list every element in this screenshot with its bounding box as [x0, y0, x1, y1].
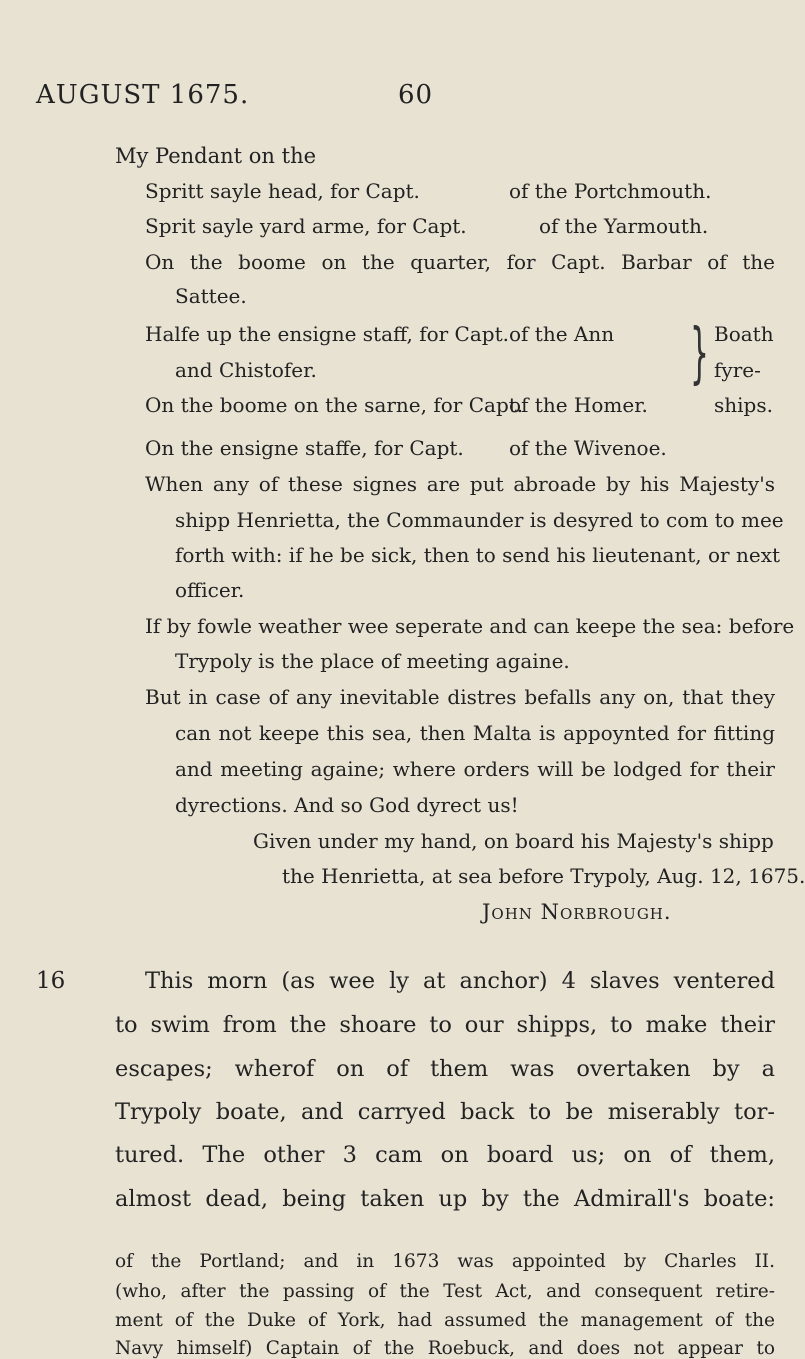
- footnote-line: ment of the Duke of York, had assumed the management of the: [115, 1310, 775, 1331]
- order-line: But in case of any inevitable distres befalls any on, that they: [145, 685, 775, 709]
- signal-row-left: On the ensigne staffe, for Capt.: [145, 436, 464, 460]
- order-line: officer.: [175, 578, 245, 602]
- footnote-line: of the Portland; and in 1673 was appointed by Charles II.: [115, 1251, 775, 1272]
- entry-line: Trypoly boate, and carryed back to be miserably tor-: [115, 1099, 775, 1125]
- brace-glyph: }: [690, 314, 709, 391]
- signal-row-right: of the Homer.: [509, 393, 648, 417]
- signal-brace-label: fyre-: [714, 358, 761, 382]
- entry-line: tured. The other 3 cam on board us; on of them,: [115, 1142, 775, 1168]
- order-line: If by fowle weather wee seperate and can keepe the sea: before: [145, 614, 795, 638]
- running-header: AUGUST 1675.: [36, 80, 250, 110]
- signal-row-continuation: Sattee.: [175, 284, 247, 308]
- entry-date: 16: [36, 968, 66, 994]
- signature: John Norbrough.: [482, 900, 672, 924]
- order-line: Trypoly is the place of meeting againe.: [175, 649, 570, 673]
- page-number: 60: [398, 80, 434, 110]
- closing-line: the Henrietta, at sea before Trypoly, Aug. 12, 1675.: [282, 864, 805, 888]
- entry-line: almost dead, being taken up by the Admirall's boate:: [115, 1186, 775, 1212]
- footnote-line: Navy himself) Captain of the Roebuck, and does not appear to: [115, 1338, 775, 1359]
- order-line: shipp Henrietta, the Commaunder is desyred to com to mee: [175, 508, 784, 532]
- signal-row-right: of the Wivenoe.: [509, 436, 667, 460]
- signal-row-right: of the Yarmouth.: [539, 214, 709, 238]
- order-line: dyrections. And so God dyrect us!: [175, 793, 519, 817]
- footnote-line: (who, after the passing of the Test Act, and consequent retire-: [115, 1281, 775, 1302]
- signal-row-left: Halfe up the ensigne staff, for Capt.: [145, 322, 509, 346]
- signal-row-left: On the boome on the quarter, for Capt. Barbar of the: [145, 250, 775, 274]
- signal-row-left: Sprit sayle yard arme, for Capt.: [145, 214, 467, 238]
- order-line: and meeting againe; where orders will be lodged for their: [175, 757, 775, 781]
- signals-intro: My Pendant on the: [115, 144, 317, 168]
- order-line: forth with: if he be sick, then to send his lieutenant, or next: [175, 543, 781, 567]
- entry-line: to swim from the shoare to our shipps, to make their: [115, 1012, 775, 1038]
- signal-brace-label: ships.: [714, 393, 773, 417]
- entry-line: escapes; wherof on of them was overtaken by a: [115, 1056, 775, 1082]
- order-line: When any of these signes are put abroade by his Majesty's: [145, 472, 775, 496]
- order-line: can not keepe this sea, then Malta is appoynted for fitting: [175, 721, 775, 745]
- signal-row-left: and Chistofer.: [175, 358, 317, 382]
- signal-row-left: On the boome on the sarne, for Capt.: [145, 393, 524, 417]
- signal-row-right: of the Ann: [509, 322, 615, 346]
- signal-row-right: of the Portchmouth.: [509, 179, 712, 203]
- signal-row-left: Spritt sayle head, for Capt.: [145, 179, 420, 203]
- entry-line: This morn (as wee ly at anchor) 4 slaves ventered: [145, 968, 775, 994]
- signal-brace-label: Boath: [714, 322, 774, 346]
- closing-line: Given under my hand, on board his Majesty's shipp: [253, 829, 774, 853]
